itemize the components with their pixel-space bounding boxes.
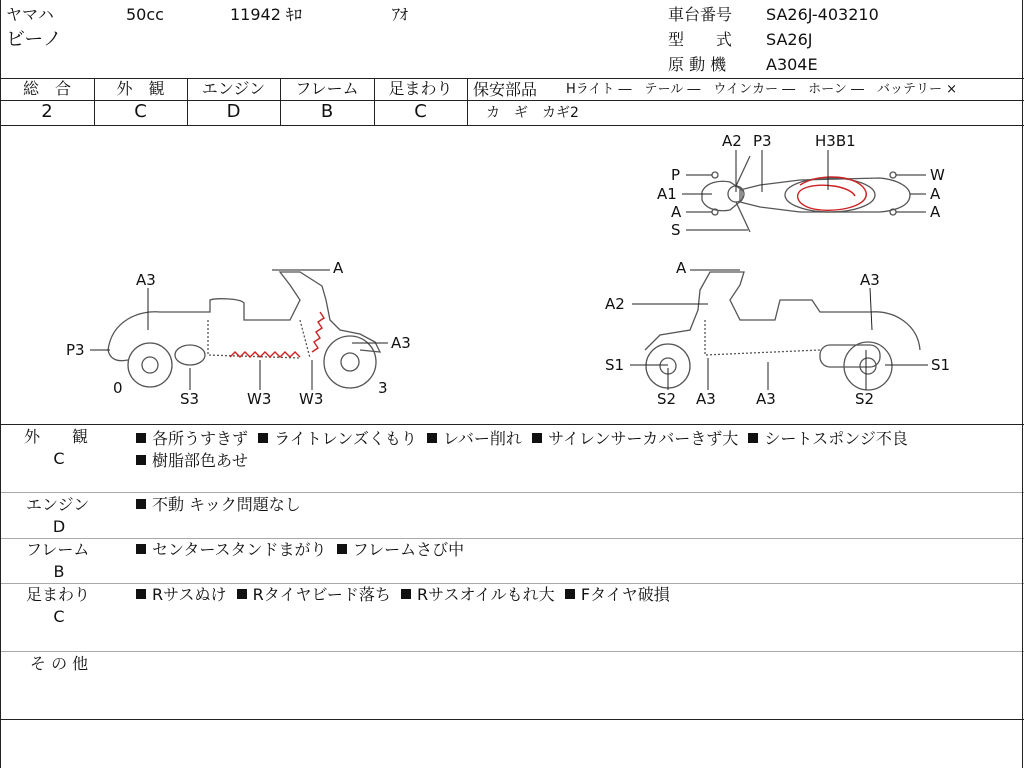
note-item: Rサスぬけ: [136, 585, 226, 604]
divider: [0, 100, 1024, 101]
diagram-label: S1: [605, 356, 625, 374]
note-item: 樹脂部色あせ: [136, 451, 248, 470]
note-other-label: そ の 他: [30, 654, 89, 673]
diagram-label: A3: [391, 334, 411, 352]
diagram-label: S1: [931, 356, 951, 374]
note-suspension-grade: C: [53, 607, 65, 626]
mileage: 11942 ｷﾛ: [230, 5, 302, 24]
diagram-label: H3B1: [815, 132, 856, 150]
engine-grade-label: エンジン: [201, 79, 266, 98]
diagram-label: S2: [657, 390, 677, 408]
note-exterior-label: 外 観: [24, 427, 89, 446]
overall-label: 総 合: [22, 79, 71, 98]
frame-grade: B: [320, 101, 334, 122]
diagram-label: W: [930, 166, 945, 184]
model-name: ビーノ: [6, 28, 62, 50]
note-item: サイレンサーカバーきず大: [532, 429, 738, 448]
maker: ヤマハ: [6, 5, 54, 24]
note-frame-items: [136, 541, 464, 559]
diagram-label: P3: [753, 132, 772, 150]
diagram-label: A1: [657, 185, 677, 203]
safety-items: Hライト ― テール ― ウインカー ― ホーン ― バッテリー ×: [566, 82, 958, 97]
note-engine-grade: D: [52, 517, 66, 536]
note-suspension-items: [136, 586, 670, 604]
color: ｱｵ: [392, 5, 409, 24]
note-item: Fタイヤ破損: [565, 585, 670, 604]
diagram-label: A: [930, 185, 941, 203]
note-exterior-grade: C: [53, 449, 65, 468]
keys: カ ギ カギ2: [486, 105, 579, 121]
diagram-label: P3: [66, 341, 85, 359]
diagram-label: A3: [756, 390, 776, 408]
note-frame-label: フレーム: [26, 540, 90, 559]
border: [0, 0, 1, 768]
damage-diagram: [0, 126, 1024, 424]
diagram-label: P: [671, 166, 681, 184]
exterior-label: 外 観: [116, 79, 165, 98]
engine-label: 原 動 機: [668, 55, 727, 74]
engine-value: A304E: [766, 55, 818, 74]
note-suspension-label: 足まわり: [26, 585, 91, 604]
diagram-label: W3: [247, 390, 272, 408]
border: [1022, 0, 1023, 768]
divider: [0, 424, 1024, 425]
overall-grade: 2: [41, 101, 53, 122]
diagram-label: A2: [722, 132, 742, 150]
note-item: Rサスオイルもれ大: [401, 585, 555, 604]
type-label: 型 式: [668, 30, 733, 49]
note-item: センタースタンドまがり: [136, 540, 327, 559]
note-item: シートスポンジ不良: [748, 429, 907, 448]
safety-label: 保安部品: [473, 80, 538, 99]
divider: [0, 492, 1024, 493]
diagram-label: 0: [113, 379, 123, 397]
note-engine-items: [136, 496, 301, 514]
diagram-label: A2: [605, 295, 625, 313]
exterior-grade: C: [134, 101, 147, 122]
note-item: ライトレンズくもり: [258, 429, 417, 448]
note-item: レバー削れ: [427, 429, 522, 448]
divider: [0, 538, 1024, 539]
diagram-label: A: [676, 259, 687, 277]
displacement: 50cc: [126, 5, 164, 24]
note-engine-label: エンジン: [26, 495, 90, 514]
divider: [0, 651, 1024, 652]
diagram-label: S2: [855, 390, 875, 408]
diagram-label: A: [671, 203, 682, 221]
frame-grade-label: フレーム: [295, 79, 359, 98]
divider: [0, 583, 1024, 584]
suspension-grade: C: [414, 101, 427, 122]
note-item: 不動 キック問題なし: [136, 495, 301, 514]
frame-no-label: 車台番号: [668, 5, 733, 24]
note-item: Rタイヤビード落ち: [237, 585, 391, 604]
diagram-label: S: [671, 221, 681, 239]
suspension-grade-label: 足まわり: [388, 79, 453, 98]
diagram-label: A3: [696, 390, 716, 408]
frame-no: SA26J-403210: [766, 5, 879, 24]
diagram-label: A3: [860, 271, 880, 289]
engine-grade: D: [226, 101, 241, 122]
note-frame-grade: B: [53, 562, 65, 581]
note-item: 各所うすきず: [136, 429, 248, 448]
note-exterior-items: [136, 428, 1016, 472]
note-item: フレームさび中: [337, 540, 464, 559]
diagram-label: 3: [378, 379, 388, 397]
type-value: SA26J: [766, 30, 813, 49]
diagram-label: A: [930, 203, 941, 221]
divider: [467, 78, 468, 125]
divider: [0, 719, 1024, 720]
diagram-label: S3: [180, 390, 200, 408]
diagram-label: A3: [136, 271, 156, 289]
diagram-label: W3: [299, 390, 324, 408]
diagram-label: A: [333, 259, 344, 277]
